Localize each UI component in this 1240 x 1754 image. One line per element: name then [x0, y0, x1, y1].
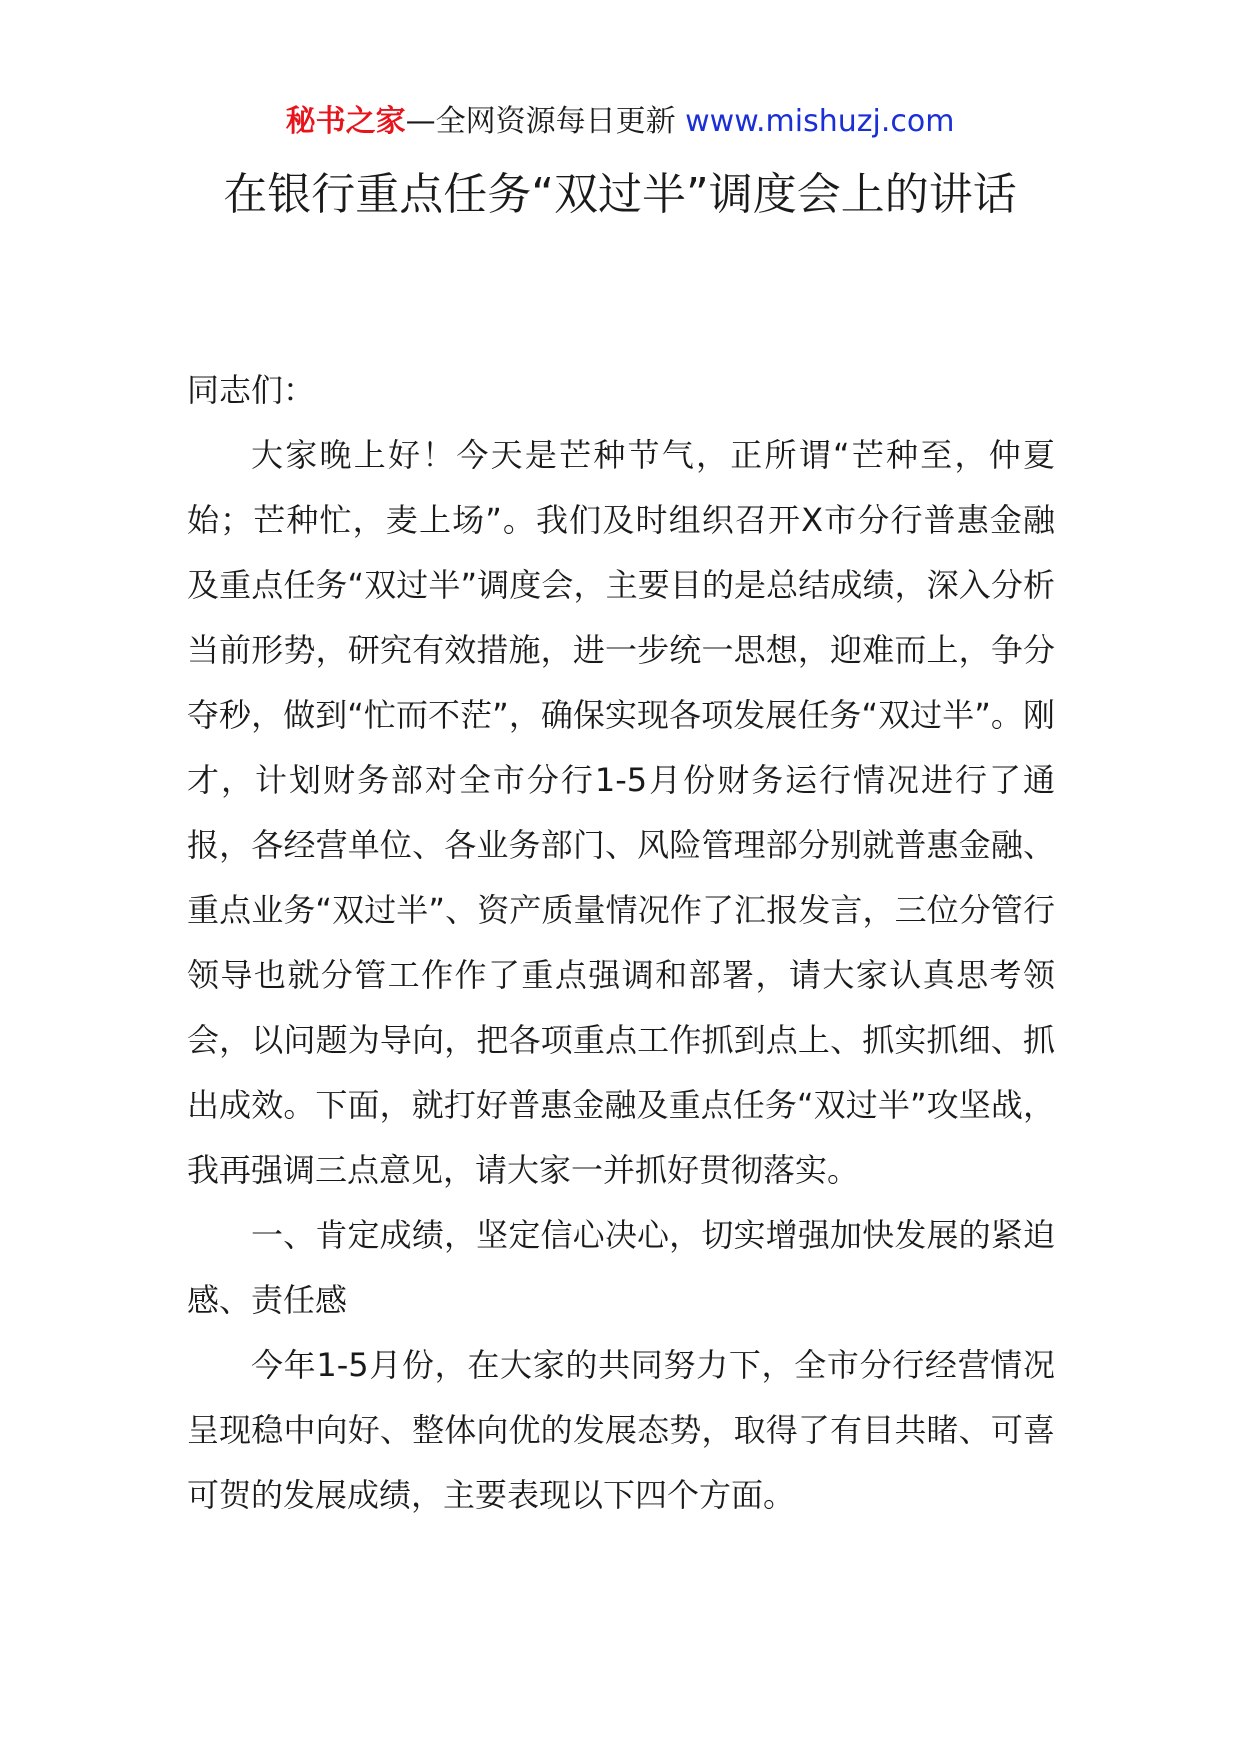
- watermark-header: [0, 102, 1240, 142]
- watermark-url: www.mishuzj.com: [685, 104, 955, 139]
- watermark-brand: 秘书之家: [285, 104, 406, 139]
- document-title: 在银行重点任务“双过半”调度会上的讲话: [223, 169, 1017, 220]
- document-body: [187, 358, 1055, 1528]
- section-paragraph: 今年1-5月份，在大家的共同努力下，全市分行经营情况呈现稳中向好、整体向优的发展态势，取得了有目共睹、可喜可贺的发展成绩，主要表现以下四个方面。: [187, 1346, 1055, 1514]
- body-paragraph: 大家晚上好！今天是芒种节气，正所谓“芒种至，仲夏始；芒种忙，麦上场”。我们及时组织召开X市分行普惠金融及重点任务“双过半”调度会，主要目的是总结成绩，深入分析当前形势，研究有效措施，进一步统一思想，迎难而上，争分夺秒，做到“忙而不茫”，确保实现各项发展任务“双过半”。刚才，计划财务部对全市分行1-5月份财务运行情况进行了通报，各经营单位、各业务部门、风险管理部分别就普惠金融、重点业务“双过半”、资产质量情况作了汇报发言，三位分管行领导也就分管工作作了重点强调和部署，请大家认真思考领会，以问题为导向，把各项重点工作抓到点上、抓实抓细、抓出成效。下面，就打好普惠金融及重点任务“双过半”攻坚战，我再强调三点意见，请大家一并抓好贯彻落实。: [187, 436, 1055, 1189]
- watermark-slogan: —全网资源每日更新: [405, 104, 686, 139]
- section-heading: 一、肯定成绩，坚定信心决心，切实增强加快发展的紧迫感、责任感: [187, 1216, 1055, 1319]
- salutation: 同志们：: [187, 371, 316, 409]
